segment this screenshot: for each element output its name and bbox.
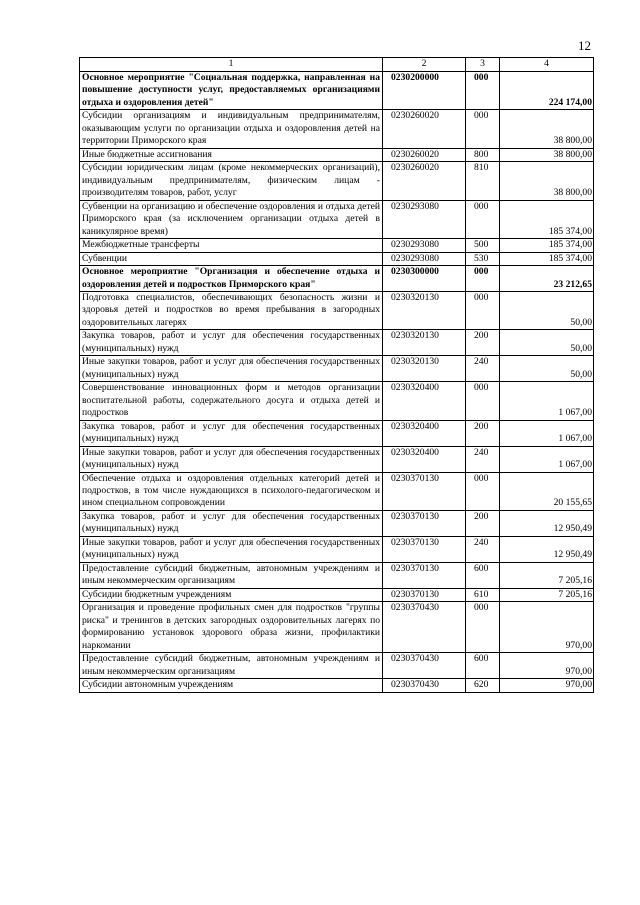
table-row [80, 266, 594, 292]
table-body [80, 72, 594, 693]
column-header-name: 1 [80, 58, 383, 72]
row-vr: 600 [466, 653, 500, 679]
table-row [80, 536, 594, 562]
table-row [80, 602, 594, 653]
table-row [80, 356, 594, 382]
row-code: 0230370130 [383, 472, 466, 510]
row-amount: 7 205,16 [500, 562, 594, 588]
column-header-vr: 3 [466, 58, 500, 72]
row-vr: 000 [466, 200, 500, 238]
row-vr: 000 [466, 291, 500, 329]
row-vr: 200 [466, 420, 500, 446]
row-code: 0230320130 [383, 356, 466, 382]
row-amount: 970,00 [500, 679, 594, 692]
row-name: Субсидии бюджетным учреждениям [80, 588, 383, 601]
row-code: 0230293080 [383, 239, 466, 252]
row-amount: 23 212,65 [500, 266, 594, 292]
row-code: 0230370130 [383, 562, 466, 588]
row-code: 0230320400 [383, 420, 466, 446]
row-name: Организация и проведение профильных смен для подростков "группы риска" и тренингов в детских загородных оздоровительных лагерях по формированию установок здорового образа жизни, профилактики наркомании [80, 602, 383, 653]
row-name: Обеспечение отдыха и оздоровления отдельных категорий детей и подростков, в том числе нуждающихся в психолого-педагогическом и ином специальном сопровождении [80, 472, 383, 510]
row-vr: 600 [466, 562, 500, 588]
row-vr: 240 [466, 536, 500, 562]
column-header-amount: 4 [500, 58, 594, 72]
row-amount: 50,00 [500, 330, 594, 356]
row-code: 0230370430 [383, 653, 466, 679]
row-name: Закупка товаров, работ и услуг для обеспечения государственных (муниципальных) нужд [80, 420, 383, 446]
row-amount: 38 800,00 [500, 148, 594, 161]
row-amount: 20 155,65 [500, 472, 594, 510]
page-number: 12 [578, 38, 591, 53]
table-row [80, 239, 594, 252]
row-amount: 1 067,00 [500, 446, 594, 472]
table-row [80, 252, 594, 265]
row-amount: 185 374,00 [500, 252, 594, 265]
table-row [80, 162, 594, 200]
table-row [80, 562, 594, 588]
row-name: Иные закупки товаров, работ и услуг для обеспечения государственных (муниципальных) нужд [80, 356, 383, 382]
row-code: 0230293080 [383, 252, 466, 265]
row-name: Совершенствование инновационных форм и методов организации воспитательной работы, содержательного досуга и отдыха детей и подростков [80, 382, 383, 420]
row-code: 0230370130 [383, 536, 466, 562]
row-code: 0230320130 [383, 291, 466, 329]
row-vr: 000 [466, 472, 500, 510]
row-code: 0230200000 [383, 72, 466, 110]
row-amount: 224 174,00 [500, 72, 594, 110]
row-amount: 185 374,00 [500, 200, 594, 238]
budget-table [79, 57, 594, 693]
row-name: Предоставление субсидий бюджетным, автономным учреждениям и иным некоммерческим организациям [80, 653, 383, 679]
table-row [80, 472, 594, 510]
row-amount: 12 950,49 [500, 510, 594, 536]
row-vr: 000 [466, 110, 500, 148]
row-amount: 970,00 [500, 653, 594, 679]
row-amount: 1 067,00 [500, 382, 594, 420]
row-amount: 970,00 [500, 602, 594, 653]
row-name: Иные закупки товаров, работ и услуг для обеспечения государственных (муниципальных) нужд [80, 446, 383, 472]
table-row [80, 679, 594, 692]
column-number-header-row [80, 58, 594, 72]
row-amount: 1 067,00 [500, 420, 594, 446]
row-vr: 000 [466, 382, 500, 420]
row-amount: 38 800,00 [500, 162, 594, 200]
row-name: Субвенции [80, 252, 383, 265]
row-vr: 610 [466, 588, 500, 601]
row-name: Субвенции на организацию и обеспечение оздоровления и отдыха детей Приморского края (за исключением организации отдыха детей в каникулярное время) [80, 200, 383, 238]
row-name: Предоставление субсидий бюджетным, автономным учреждениям и иным некоммерческим организациям [80, 562, 383, 588]
row-code: 0230370130 [383, 588, 466, 601]
row-vr: 240 [466, 446, 500, 472]
table-row [80, 382, 594, 420]
row-name: Подготовка специалистов, обеспечивающих безопасность жизни и здоровья детей и подростков во время пребывания в загородных оздоровительных лагерях [80, 291, 383, 329]
table-row [80, 588, 594, 601]
row-name: Межбюджетные трансферты [80, 239, 383, 252]
row-code: 0230370430 [383, 679, 466, 692]
row-name: Основное мероприятие "Организация и обеспечение отдыха и оздоровления детей и подростков Приморского края" [80, 266, 383, 292]
row-code: 0230320400 [383, 382, 466, 420]
table-row [80, 148, 594, 161]
row-amount: 7 205,16 [500, 588, 594, 601]
row-code: 0230370130 [383, 510, 466, 536]
row-vr: 000 [466, 602, 500, 653]
column-header-code: 2 [383, 58, 466, 72]
table-row [80, 420, 594, 446]
row-vr: 240 [466, 356, 500, 382]
row-vr: 530 [466, 252, 500, 265]
row-code: 0230260020 [383, 148, 466, 161]
row-name: Иные закупки товаров, работ и услуг для обеспечения государственных (муниципальных) нужд [80, 536, 383, 562]
row-vr: 620 [466, 679, 500, 692]
row-vr: 000 [466, 72, 500, 110]
row-vr: 500 [466, 239, 500, 252]
row-code: 0230370430 [383, 602, 466, 653]
row-amount: 12 950,49 [500, 536, 594, 562]
row-name: Закупка товаров, работ и услуг для обеспечения государственных (муниципальных) нужд [80, 330, 383, 356]
row-amount: 50,00 [500, 291, 594, 329]
row-vr: 200 [466, 510, 500, 536]
table-row [80, 72, 594, 110]
table-row [80, 291, 594, 329]
row-name: Закупка товаров, работ и услуг для обеспечения государственных (муниципальных) нужд [80, 510, 383, 536]
table-row [80, 110, 594, 148]
table-row [80, 653, 594, 679]
row-name: Иные бюджетные ассигнования [80, 148, 383, 161]
row-code: 0230320400 [383, 446, 466, 472]
row-vr: 000 [466, 266, 500, 292]
row-name: Субсидии автономным учреждениям [80, 679, 383, 692]
row-name: Субсидии юридическим лицам (кроме некоммерческих организаций), индивидуальным предпринимателям, физическим лицам - производителям товаров, работ, услуг [80, 162, 383, 200]
row-code: 0230260020 [383, 110, 466, 148]
table-row [80, 446, 594, 472]
table-row [80, 510, 594, 536]
row-code: 0230260020 [383, 162, 466, 200]
row-name: Основное мероприятие "Социальная поддержка, направленная на повышение доступности услуг, предоставляемых организациями отдыха и оздоровления детей" [80, 72, 383, 110]
row-code: 0230320130 [383, 330, 466, 356]
row-name: Субсидии организациям и индивидуальным предпринимателям, оказывающим услуги по организации отдыха и оздоровления детей на территории Приморского края [80, 110, 383, 148]
table-row [80, 330, 594, 356]
row-amount: 50,00 [500, 356, 594, 382]
row-amount: 38 800,00 [500, 110, 594, 148]
row-code: 0230300000 [383, 266, 466, 292]
row-amount: 185 374,00 [500, 239, 594, 252]
row-vr: 800 [466, 148, 500, 161]
table-row [80, 200, 594, 238]
row-code: 0230293080 [383, 200, 466, 238]
row-vr: 810 [466, 162, 500, 200]
row-vr: 200 [466, 330, 500, 356]
